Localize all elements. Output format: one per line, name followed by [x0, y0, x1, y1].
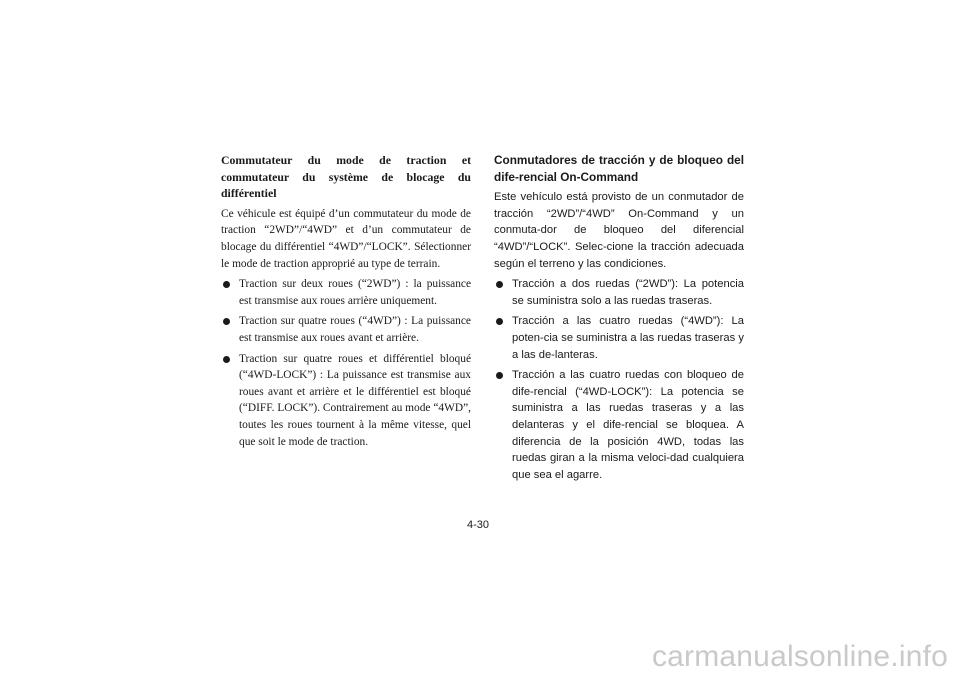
- spanish-bullet-item: [494, 276, 744, 309]
- spanish-bullet-text: Tracción a las cuatro ruedas (“4WD”): La poten-cia se suministra a las ruedas traseras y a las de-lanteras.: [512, 315, 744, 361]
- bullet-icon: [223, 281, 230, 288]
- bullet-icon: [223, 318, 230, 325]
- french-bullet-item: [221, 351, 471, 451]
- french-bullet-item: [221, 276, 471, 309]
- spanish-bullet-list: [494, 276, 744, 483]
- page-number: 4-30: [467, 519, 490, 531]
- bullet-icon: [223, 356, 230, 363]
- french-bullet-text: Traction sur deux roues (“2WD”) : la puissance est transmise aux roues arrière uniquement.: [239, 278, 471, 307]
- bullet-icon: [496, 318, 503, 325]
- watermark: carmanualsonline.info: [651, 640, 948, 673]
- spanish-bullet-text: Tracción a las cuatro ruedas con bloqueo de dife-rencial (“4WD-LOCK”): La potencia se suministra a las ruedas traseras y a las delanteras y el dife-rencial se bloquea. A diferencia de la posición 4WD, todas las ruedas giran a la misma veloci-dad cualquiera que sea el agarre.: [512, 369, 744, 481]
- spanish-heading: Conmutadores de tracción y de bloqueo del dife-rencial On-Command: [494, 153, 744, 184]
- spanish-column: [494, 152, 744, 487]
- bullet-icon: [496, 372, 503, 379]
- spanish-bullet-item: [494, 313, 744, 363]
- bullet-icon: [496, 281, 503, 288]
- french-column: [221, 152, 471, 454]
- french-bullet-item: [221, 313, 471, 346]
- french-bullet-list: [221, 276, 471, 450]
- spanish-bullet-text: Tracción a dos ruedas (“2WD”): La potencia se suministra solo a las ruedas traseras.: [512, 278, 744, 307]
- french-bullet-text: Traction sur quatre roues (“4WD”) : La puissance est transmise aux roues avant et arrière.: [239, 315, 471, 344]
- french-intro: Ce véhicule est équipé d’un commutateur du mode de traction “2WD”/“4WD” et d’un commutateur de blocage du différentiel “4WD”/“LOCK”. Sélectionner le mode de traction approprié au type de terrain.: [221, 207, 471, 270]
- french-heading: Commutateur du mode de traction et commutateur du système de blocage du différentiel: [221, 153, 471, 201]
- spanish-intro: Este vehículo está provisto de un conmutador de tracción “2WD”/“4WD” On-Command y un conmuta-dor de bloqueo del diferencial “4WD”/“LOCK”. Selec-cione la tracción adecuada según el terreno y las condiciones.: [494, 191, 744, 270]
- spanish-bullet-item: [494, 367, 744, 483]
- french-bullet-text: Traction sur quatre roues et différentiel bloqué (“4WD-LOCK”) : La puissance est transmise aux roues avant et arrière et le différentiel est bloqué (“DIFF. LOCK”). Contrairement au mode “4WD”, toutes les roues tournent à la même vitesse, quel que soit le mode de traction.: [239, 352, 471, 448]
